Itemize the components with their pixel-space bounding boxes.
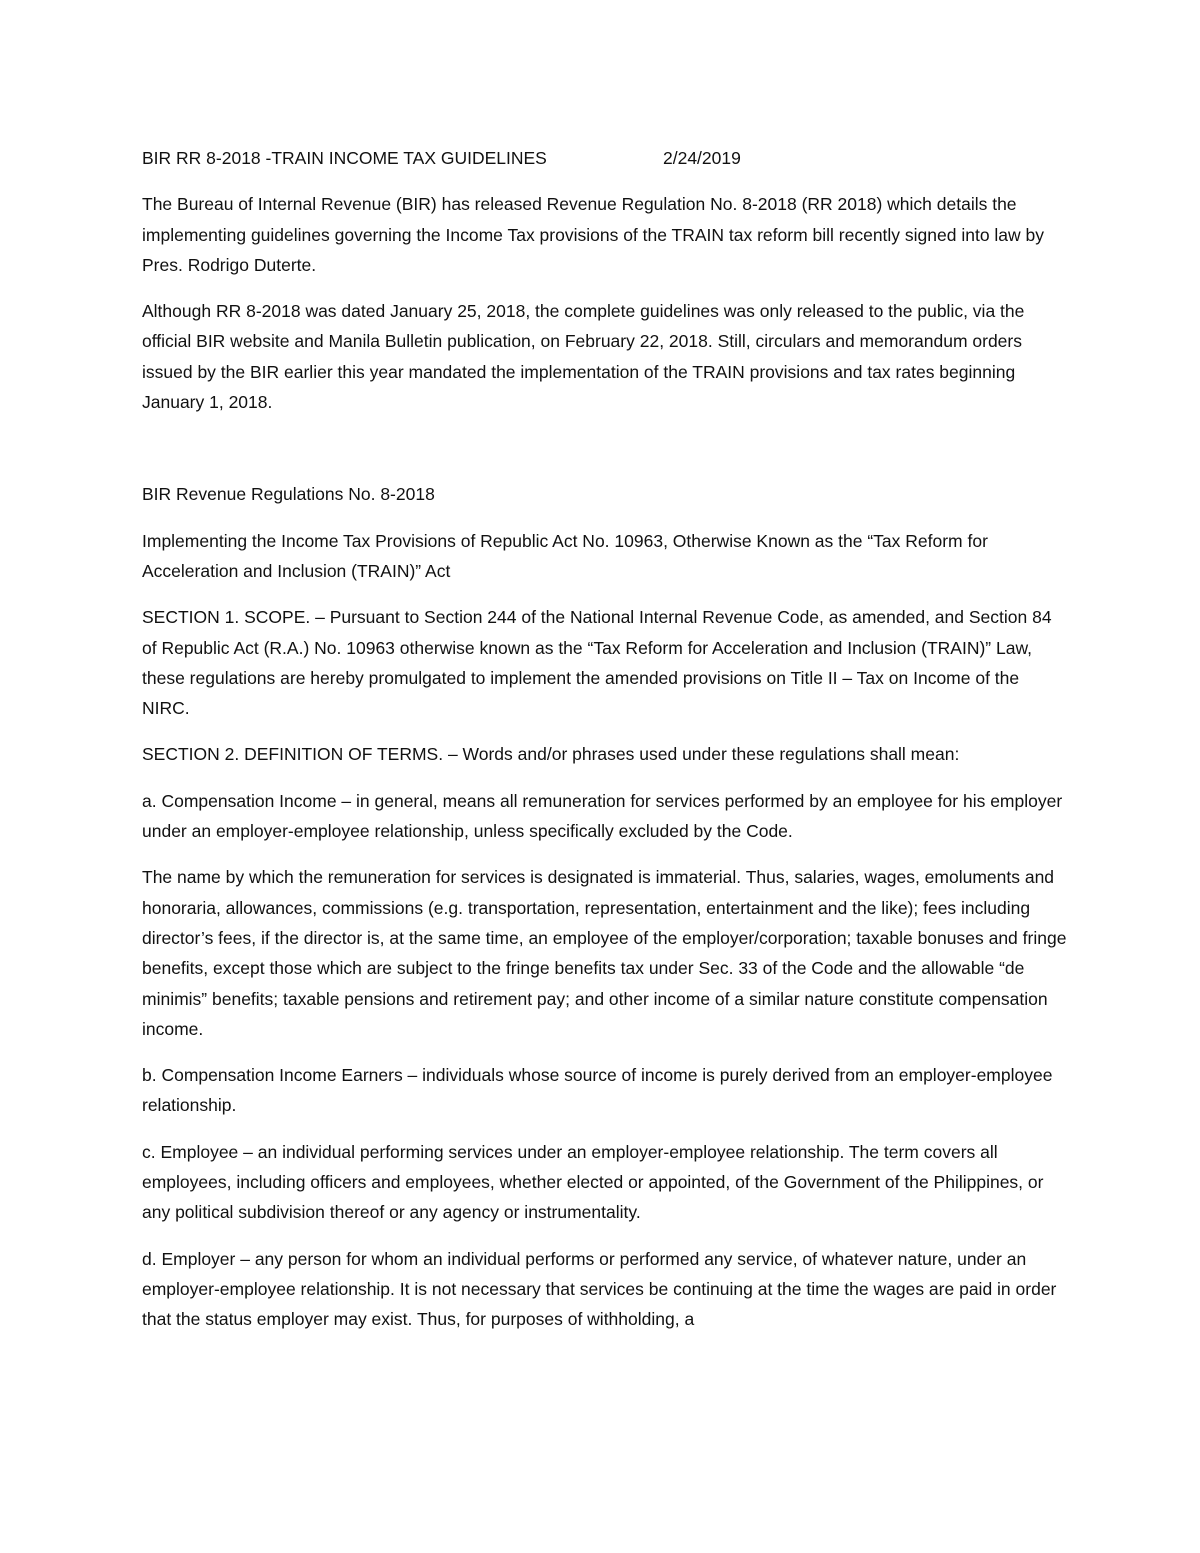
document-title: BIR RR 8-2018 -TRAIN INCOME TAX GUIDELINES	[142, 148, 547, 168]
section-2-definitions: SECTION 2. DEFINITION OF TERMS. – Words and/or phrases used under these regulations shall mean:	[142, 744, 960, 765]
document-date: 2/24/2019	[663, 148, 741, 168]
definition-c-employee: c. Employee – an individual performing services under an employer-employee relationship. The term covers all employees, including officers and employees, whether elected or appointed, of the Government of the Philippines, or any political subdivision thereof or any agency or instrumentality.	[142, 1141, 1044, 1223]
release-paragraph: Although RR 8-2018 was dated January 25, 2018, the complete guidelines was only released to the public, via the official BIR website and Manila Bulletin publication, on February 22, 2018. Still, circulars and memorandum orders issued by the BIR earlier this year mandated the implementation of the TRAIN provisions and tax rates beginning January 1, 2018.	[142, 301, 1025, 413]
definition-d-employer: d. Employer – any person for whom an individual performs or performed any service, of whatever nature, under an employer-employee relationship. It is not necessary that services be continuing at the time the wages are paid in order that the status employer may exist. Thus, for purposes of withholding, a	[142, 1248, 1057, 1330]
regulation-heading: BIR Revenue Regulations No. 8-2018	[142, 484, 435, 505]
document-header	[142, 143, 1067, 173]
document-page	[142, 143, 1067, 1335]
section-1-scope: SECTION 1. SCOPE. – Pursuant to Section 244 of the National Internal Revenue Code, as amended, and Section 84 of Republic Act (R.A.) No. 10963 otherwise known as the “Tax Reform for Acceleration and Inclusion (TRAIN)” Law, these regulations are hereby promulgated to implement the amended provisions on Title II – Tax on Income of the NIRC.	[142, 607, 1052, 719]
definition-a-compensation-income: a. Compensation Income – in general, means all remuneration for services performed by an employee for his employer under an employer-employee relationship, unless specifically excluded by the Code.	[142, 790, 1063, 842]
intro-paragraph: The Bureau of Internal Revenue (BIR) has released Revenue Regulation No. 8-2018 (RR 2018) which details the implementing guidelines governing the Income Tax provisions of the TRAIN tax reform bill recently signed into law by Pres. Rodrigo Duterte.	[142, 194, 1045, 275]
compensation-income-details: The name by which the remuneration for services is designated is immaterial. Thus, salaries, wages, emoluments and honoraria, allowances, commissions (e.g. transportation, representation, entertainment and the like); fees including director’s fees, if the director is, at the same time, an employee of the employer/corporation; taxable bonuses and fringe benefits, except those which are subject to the fringe benefits tax under Sec. 33 of the Code and the allowable “de minimis” benefits; taxable pensions and retirement pay; and other income of a similar nature constitute compensation income.	[142, 867, 1067, 1039]
regulation-subtitle: Implementing the Income Tax Provisions of Republic Act No. 10963, Otherwise Known as the “Tax Reform for Acceleration and Inclusion (TRAIN)” Act	[142, 530, 988, 581]
definition-b-income-earners: b. Compensation Income Earners – individuals whose source of income is purely derived from an employer-employee relationship.	[142, 1065, 1053, 1116]
